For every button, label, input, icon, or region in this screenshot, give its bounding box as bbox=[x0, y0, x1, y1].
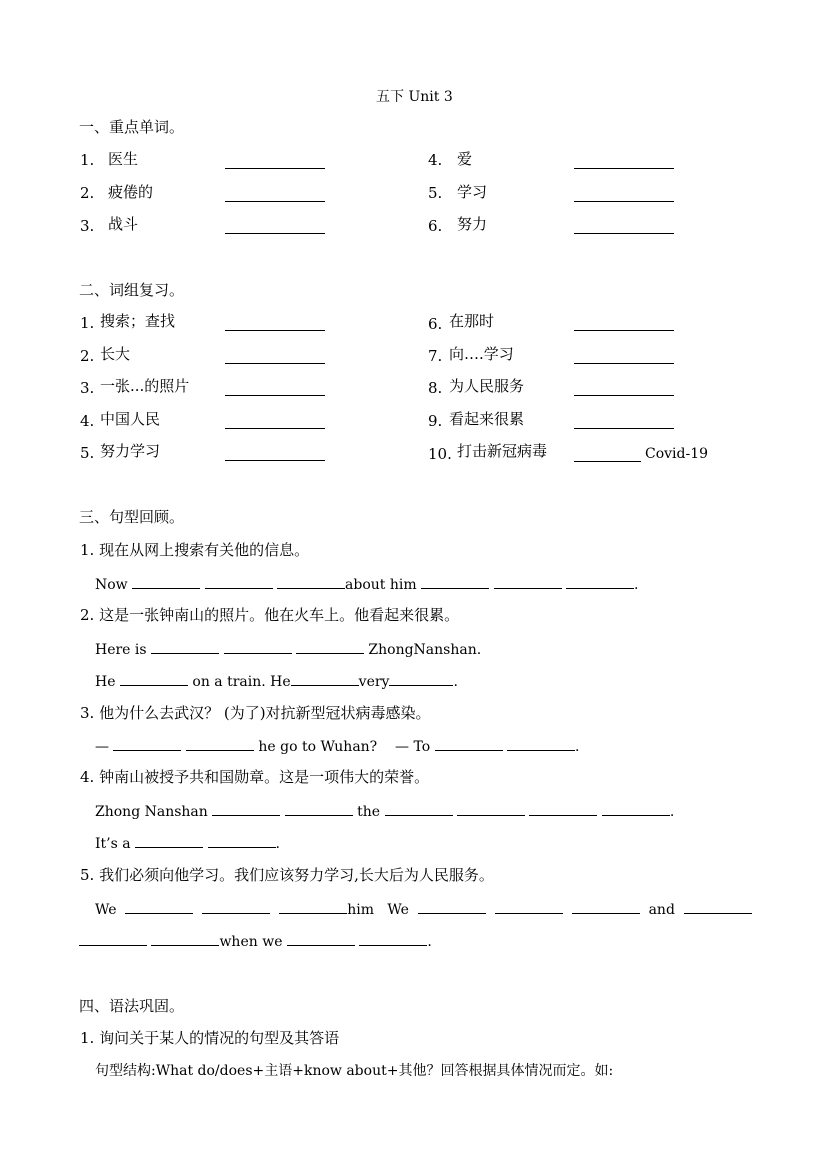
list-item-number: 10. bbox=[428, 445, 452, 463]
list-item-number: 1. bbox=[80, 314, 95, 332]
sentence-text: he go to Wuhan? bbox=[258, 739, 378, 755]
list-item-number: 1. bbox=[80, 151, 95, 169]
sentence-cn-5: 5. 我们必须向他学习。我们应该努力学习,长大后为人民服务。 bbox=[80, 866, 494, 884]
answer-blank[interactable] bbox=[113, 736, 181, 751]
sentence-text: very bbox=[358, 674, 390, 690]
sentence-en-1 bbox=[95, 574, 638, 594]
list-item: 为人民服务 bbox=[449, 377, 525, 395]
answer-blank[interactable] bbox=[79, 931, 147, 946]
list-item-number: 4. bbox=[80, 412, 95, 430]
sentence-text: Here is bbox=[95, 642, 147, 658]
list-item: 学习 bbox=[457, 183, 488, 201]
answer-blank[interactable] bbox=[494, 574, 562, 589]
answer-blank[interactable] bbox=[279, 899, 347, 914]
sentence-text: — To bbox=[395, 739, 431, 755]
sentence-en-5b bbox=[79, 931, 432, 951]
answer-blank[interactable] bbox=[135, 833, 203, 848]
sentence-en-3 bbox=[95, 736, 580, 756]
section-3-heading: 三、句型回顾。 bbox=[79, 508, 185, 526]
answer-blank[interactable] bbox=[566, 574, 634, 589]
sentence-period: . bbox=[453, 674, 458, 690]
answer-blank[interactable] bbox=[151, 931, 219, 946]
list-item-number: 6. bbox=[428, 217, 443, 235]
list-item: 战斗 bbox=[108, 215, 139, 233]
list-item-number: 6. bbox=[428, 315, 443, 333]
sentence-text: It’s a bbox=[95, 836, 131, 852]
sentence-text: He bbox=[95, 674, 116, 690]
sentence-en-4a bbox=[95, 801, 674, 821]
answer-blank[interactable] bbox=[224, 639, 292, 654]
section-1-heading: 一、重点单词。 bbox=[79, 118, 185, 136]
grammar-structure: 句型结构:What do/does+主语+know about+其他？回答根据具体情况而定。如: bbox=[95, 1063, 614, 1079]
sentence-cn-3: 3. 他为什么去武汉？ (为了)对抗新型冠状病毒感染。 bbox=[80, 704, 431, 722]
answer-blank[interactable] bbox=[285, 801, 353, 816]
answer-blank[interactable] bbox=[151, 639, 219, 654]
list-item-number: 2. bbox=[80, 184, 95, 202]
answer-blank[interactable] bbox=[225, 330, 325, 331]
answer-blank[interactable] bbox=[205, 574, 273, 589]
answer-blank[interactable] bbox=[212, 801, 280, 816]
list-item: 努力 bbox=[457, 215, 488, 233]
answer-blank[interactable] bbox=[225, 460, 325, 461]
sentence-text: on a train. He bbox=[192, 674, 291, 690]
list-item: 打击新冠病毒 bbox=[457, 442, 548, 460]
answer-blank[interactable] bbox=[120, 671, 188, 686]
answer-blank[interactable] bbox=[385, 801, 453, 816]
sentence-period: . bbox=[634, 577, 639, 593]
answer-blank[interactable] bbox=[225, 168, 325, 169]
sentence-period: . bbox=[427, 934, 432, 950]
sentence-text: him bbox=[347, 902, 375, 918]
list-item-number: 4. bbox=[428, 151, 443, 169]
answer-blank[interactable] bbox=[225, 395, 325, 396]
answer-blank[interactable] bbox=[495, 899, 563, 914]
answer-blank[interactable] bbox=[529, 801, 597, 816]
list-item-number: 2. bbox=[80, 347, 95, 365]
answer-blank[interactable] bbox=[296, 639, 364, 654]
page-title: 五下 Unit 3 bbox=[376, 89, 453, 105]
answer-blank[interactable] bbox=[389, 671, 453, 686]
answer-blank[interactable] bbox=[225, 233, 325, 234]
answer-blank[interactable] bbox=[574, 201, 674, 202]
list-item-number: 5. bbox=[428, 184, 443, 202]
answer-blank[interactable] bbox=[418, 899, 486, 914]
list-item-number: 7. bbox=[428, 347, 443, 365]
list-item: 医生 bbox=[108, 150, 139, 168]
list-item-number: 3. bbox=[80, 379, 95, 397]
answer-blank[interactable] bbox=[574, 428, 674, 429]
answer-blank[interactable] bbox=[507, 736, 575, 751]
answer-blank[interactable] bbox=[359, 931, 427, 946]
sentence-text: the bbox=[357, 804, 381, 820]
sentence-en-2b bbox=[95, 671, 458, 691]
sentence-text: We bbox=[95, 902, 117, 918]
sentence-cn-1: 1. 现在从网上搜索有关他的信息。 bbox=[80, 541, 310, 559]
list-item: 向….学习 bbox=[449, 345, 514, 363]
answer-blank[interactable] bbox=[186, 736, 254, 751]
sentence-en-4b bbox=[95, 833, 280, 853]
sentence-period: . bbox=[275, 836, 280, 852]
answer-blank[interactable] bbox=[574, 233, 674, 234]
covid-text: Covid-19 bbox=[645, 446, 709, 462]
list-item: 疲倦的 bbox=[108, 183, 154, 201]
sentence-text: and bbox=[648, 902, 675, 918]
sentence-cn-2: 2. 这是一张钟南山的照片。他在火车上。他看起来很累。 bbox=[80, 606, 460, 624]
list-item: 爱 bbox=[457, 150, 473, 168]
answer-blank[interactable] bbox=[291, 671, 359, 686]
list-item: 努力学习 bbox=[100, 442, 161, 460]
list-item-number: 3. bbox=[80, 217, 95, 235]
answer-blank[interactable] bbox=[574, 330, 674, 331]
sentence-cn-4: 4. 钟南山被授予共和国勋章。这是一项伟大的荣誉。 bbox=[80, 768, 430, 786]
answer-blank[interactable] bbox=[435, 736, 503, 751]
answer-blank[interactable] bbox=[574, 395, 674, 396]
answer-blank[interactable] bbox=[225, 428, 325, 429]
sentence-period: . bbox=[575, 739, 580, 755]
list-item-number: 8. bbox=[428, 379, 443, 397]
answer-blank[interactable] bbox=[574, 363, 674, 364]
sentence-text: when we bbox=[219, 934, 283, 950]
sentence-text: about him bbox=[345, 577, 417, 593]
sentence-en-2a bbox=[95, 639, 481, 659]
list-item: 搜索；查找 bbox=[100, 312, 176, 330]
sentence-text: — bbox=[95, 739, 109, 755]
answer-blank[interactable] bbox=[572, 899, 640, 914]
answer-blank[interactable] bbox=[225, 201, 325, 202]
grammar-point-1: 1. 询问关于某人的情况的句型及其答语 bbox=[80, 1029, 340, 1047]
list-item: 一张...的照片 bbox=[100, 377, 190, 395]
answer-blank[interactable] bbox=[225, 363, 325, 364]
sentence-text: Now bbox=[95, 577, 128, 593]
list-item: 在那时 bbox=[449, 312, 495, 330]
answer-blank[interactable] bbox=[684, 899, 752, 914]
answer-blank[interactable] bbox=[421, 574, 489, 589]
sentence-en-5a bbox=[95, 899, 752, 919]
list-item: 看起来很累 bbox=[449, 410, 525, 428]
sentence-text: Zhong Nanshan bbox=[95, 804, 208, 820]
list-item: 长大 bbox=[100, 345, 131, 363]
sentence-period: . bbox=[669, 804, 675, 820]
answer-blank[interactable] bbox=[574, 168, 674, 169]
sentence-text: We bbox=[387, 902, 409, 918]
answer-blank[interactable] bbox=[602, 801, 670, 816]
answer-blank[interactable] bbox=[132, 574, 200, 589]
answer-blank[interactable] bbox=[277, 574, 345, 589]
answer-blank[interactable] bbox=[457, 801, 525, 816]
answer-blank[interactable] bbox=[287, 931, 355, 946]
list-item-number: 5. bbox=[80, 444, 95, 462]
section-2-heading: 二、词组复习。 bbox=[79, 281, 185, 299]
list-item-number: 9. bbox=[428, 412, 443, 430]
sentence-text: ZhongNanshan. bbox=[368, 642, 482, 658]
list-item: 中国人民 bbox=[100, 410, 161, 428]
answer-blank[interactable] bbox=[125, 899, 193, 914]
section-4-heading: 四、语法巩固。 bbox=[79, 997, 185, 1015]
answer-blank[interactable] bbox=[574, 461, 641, 462]
answer-blank[interactable] bbox=[208, 833, 276, 848]
answer-blank[interactable] bbox=[202, 899, 270, 914]
